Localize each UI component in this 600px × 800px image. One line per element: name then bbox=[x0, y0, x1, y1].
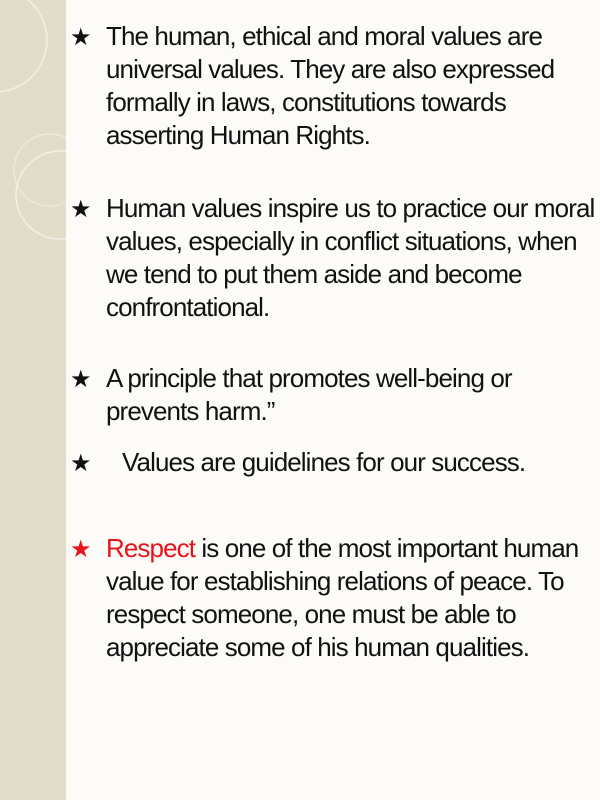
star-icon: ★ bbox=[70, 195, 91, 223]
bullet-text: The human, ethical and moral values are universal values. They are also expressed formally in laws, constitutions towards asserting Human Rights. bbox=[106, 21, 555, 150]
highlight-word: Respect bbox=[106, 533, 196, 563]
bullet-text-rest: is one of the most important human value for establishing relations of peace. To respect someone, one must be able to appreciate some of his human qualities. bbox=[106, 533, 579, 662]
bullet-item bbox=[70, 446, 595, 479]
star-icon: ★ bbox=[70, 449, 91, 477]
bullet-text bbox=[106, 532, 595, 664]
bullet-text: Human values inspire us to practice our moral values, especially in conflict situations, when we tend to put them aside and become confrontational. bbox=[106, 193, 595, 322]
star-icon: ★ bbox=[70, 365, 91, 393]
bullet-item bbox=[70, 532, 595, 664]
bullet-item bbox=[70, 192, 595, 324]
bullet-text: Values are guidelines for our success. bbox=[122, 447, 526, 477]
star-icon: ★ bbox=[70, 535, 91, 563]
star-icon: ★ bbox=[70, 23, 91, 51]
bullet-item bbox=[70, 362, 595, 428]
bullet-item bbox=[70, 20, 595, 152]
bullet-text: A principle that promotes well-being or prevents harm.” bbox=[106, 363, 512, 426]
